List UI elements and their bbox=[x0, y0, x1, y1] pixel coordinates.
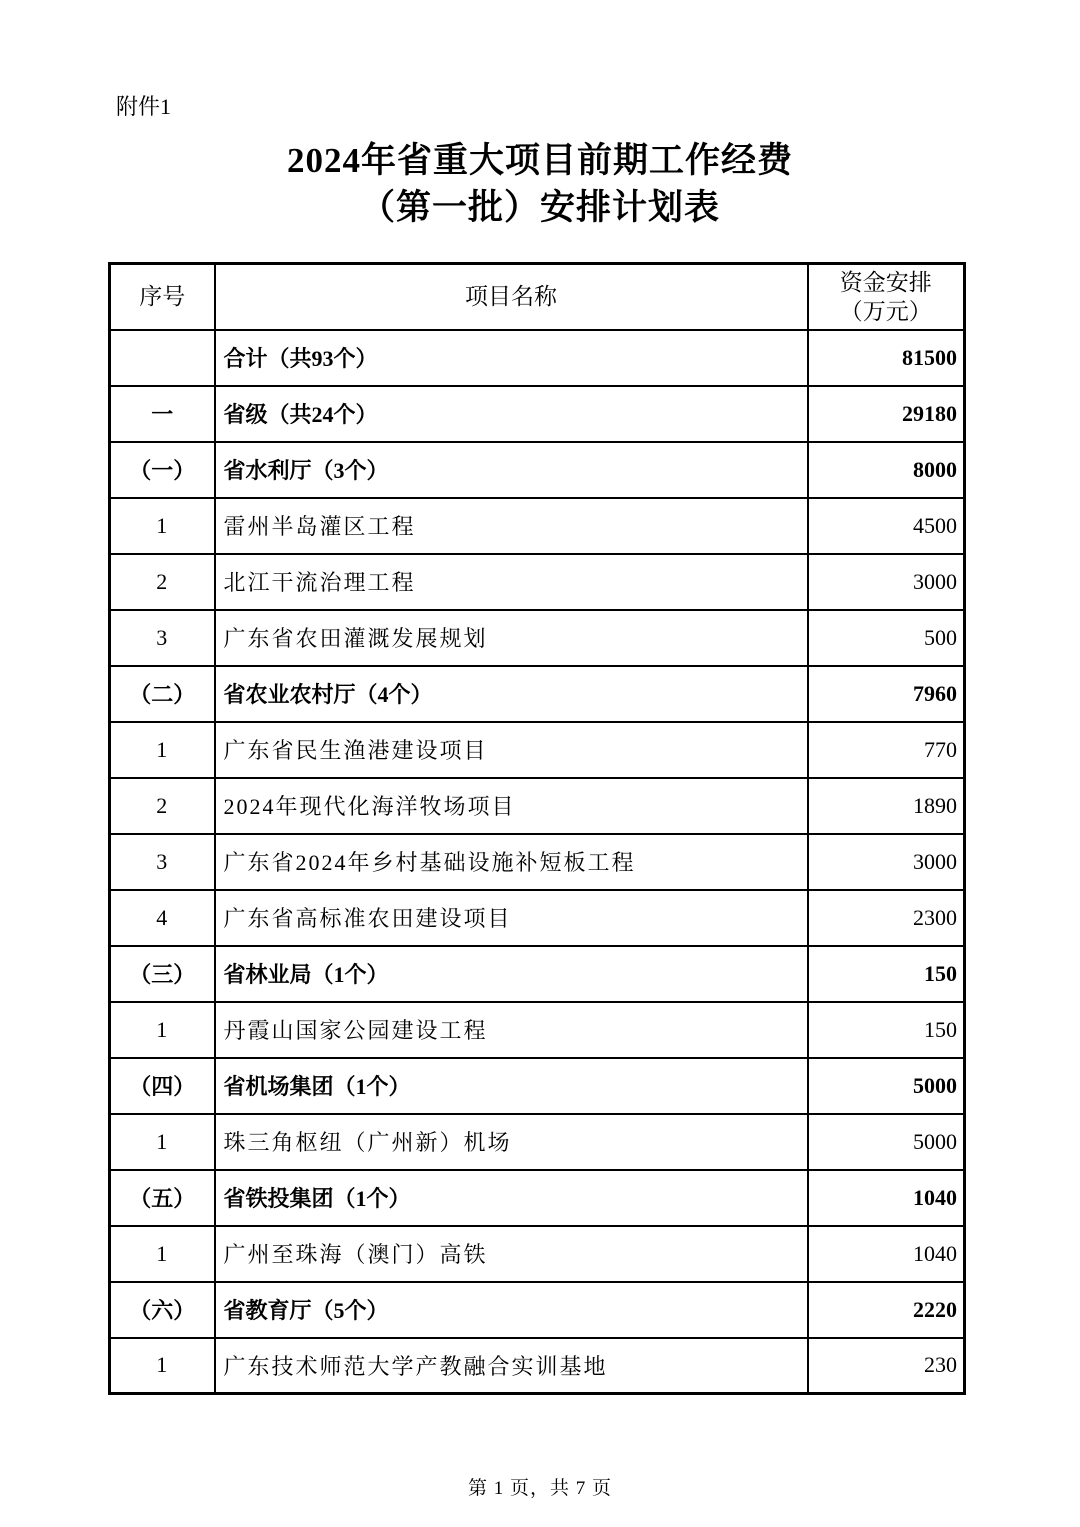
document-title bbox=[0, 137, 1080, 231]
table-row bbox=[110, 1114, 965, 1170]
row-index-cell: 2 bbox=[110, 778, 215, 834]
project-name-cell: 广州至珠海（澳门）高铁 bbox=[215, 1226, 808, 1282]
title-line-1: 2024年省重大项目前期工作经费 bbox=[286, 141, 793, 180]
amount-cell: 5000 bbox=[808, 1058, 965, 1114]
row-index-cell: 1 bbox=[110, 1002, 215, 1058]
table-row bbox=[110, 554, 965, 610]
project-name-cell: 省农业农村厅（4个） bbox=[215, 666, 808, 722]
table-row bbox=[110, 1282, 965, 1338]
amount-cell: 8000 bbox=[808, 442, 965, 498]
project-name-cell: 2024年现代化海洋牧场项目 bbox=[215, 778, 808, 834]
row-index-cell: 1 bbox=[110, 1226, 215, 1282]
project-name-cell: 丹霞山国家公园建设工程 bbox=[215, 1002, 808, 1058]
header-amount-column bbox=[808, 264, 965, 330]
header-amount-line1: 资金安排 bbox=[839, 269, 932, 295]
project-name-cell: 省级（共24个） bbox=[215, 386, 808, 442]
row-index-cell: （六） bbox=[110, 1282, 215, 1338]
header-project-name-column: 项目名称 bbox=[215, 264, 808, 330]
amount-cell: 150 bbox=[808, 1002, 965, 1058]
row-index-cell: （四） bbox=[110, 1058, 215, 1114]
amount-cell: 2220 bbox=[808, 1282, 965, 1338]
project-name-cell: 省林业局（1个） bbox=[215, 946, 808, 1002]
table-row bbox=[110, 442, 965, 498]
project-name-cell: 北江干流治理工程 bbox=[215, 554, 808, 610]
table-row bbox=[110, 890, 965, 946]
table-row bbox=[110, 778, 965, 834]
amount-cell: 4500 bbox=[808, 498, 965, 554]
row-index-cell: 1 bbox=[110, 722, 215, 778]
funding-table bbox=[108, 262, 966, 1395]
table-row bbox=[110, 330, 965, 386]
project-name-cell: 合计（共93个） bbox=[215, 330, 808, 386]
amount-cell: 5000 bbox=[808, 1114, 965, 1170]
amount-cell: 230 bbox=[808, 1338, 965, 1394]
row-index-cell: 1 bbox=[110, 1114, 215, 1170]
amount-cell: 770 bbox=[808, 722, 965, 778]
table-row bbox=[110, 1338, 965, 1394]
amount-cell: 1040 bbox=[808, 1170, 965, 1226]
project-name-cell: 省机场集团（1个） bbox=[215, 1058, 808, 1114]
table-row bbox=[110, 1002, 965, 1058]
project-name-cell: 广东省高标准农田建设项目 bbox=[215, 890, 808, 946]
amount-cell: 29180 bbox=[808, 386, 965, 442]
table-row bbox=[110, 1058, 965, 1114]
project-name-cell: 省教育厅（5个） bbox=[215, 1282, 808, 1338]
amount-cell: 150 bbox=[808, 946, 965, 1002]
table-row bbox=[110, 1170, 965, 1226]
amount-cell: 3000 bbox=[808, 834, 965, 890]
header-amount-line2: （万元） bbox=[839, 298, 932, 324]
amount-cell: 3000 bbox=[808, 554, 965, 610]
row-index-cell bbox=[110, 330, 215, 386]
row-index-cell: （三） bbox=[110, 946, 215, 1002]
table-row bbox=[110, 1226, 965, 1282]
table-row bbox=[110, 498, 965, 554]
table-row bbox=[110, 834, 965, 890]
row-index-cell: 1 bbox=[110, 1338, 215, 1394]
project-name-cell: 广东省农田灌溉发展规划 bbox=[215, 610, 808, 666]
amount-cell: 81500 bbox=[808, 330, 965, 386]
project-name-cell: 广东技术师范大学产教融合实训基地 bbox=[215, 1338, 808, 1394]
project-name-cell: 雷州半岛灌区工程 bbox=[215, 498, 808, 554]
row-index-cell: 3 bbox=[110, 610, 215, 666]
table-row bbox=[110, 722, 965, 778]
table-header-row bbox=[110, 264, 965, 330]
table-row bbox=[110, 946, 965, 1002]
amount-cell: 1040 bbox=[808, 1226, 965, 1282]
attachment-label: 附件1 bbox=[116, 94, 172, 119]
title-line-2: （第一批）安排计划表 bbox=[359, 188, 720, 227]
row-index-cell: （二） bbox=[110, 666, 215, 722]
amount-cell: 7960 bbox=[808, 666, 965, 722]
amount-cell: 1890 bbox=[808, 778, 965, 834]
row-index-cell: 2 bbox=[110, 554, 215, 610]
project-name-cell: 广东省2024年乡村基础设施补短板工程 bbox=[215, 834, 808, 890]
project-name-cell: 广东省民生渔港建设项目 bbox=[215, 722, 808, 778]
table-row bbox=[110, 386, 965, 442]
page-number: 第 1 页，共 7 页 bbox=[467, 1478, 612, 1499]
row-index-cell: 4 bbox=[110, 890, 215, 946]
amount-cell: 2300 bbox=[808, 890, 965, 946]
row-index-cell: 1 bbox=[110, 498, 215, 554]
table-row bbox=[110, 610, 965, 666]
row-index-cell: （一） bbox=[110, 442, 215, 498]
header-index-column: 序号 bbox=[110, 264, 215, 330]
table-row bbox=[110, 666, 965, 722]
project-name-cell: 珠三角枢纽（广州新）机场 bbox=[215, 1114, 808, 1170]
project-name-cell: 省铁投集团（1个） bbox=[215, 1170, 808, 1226]
row-index-cell: 一 bbox=[110, 386, 215, 442]
row-index-cell: 3 bbox=[110, 834, 215, 890]
amount-cell: 500 bbox=[808, 610, 965, 666]
project-name-cell: 省水利厅（3个） bbox=[215, 442, 808, 498]
table-body bbox=[110, 330, 965, 1394]
row-index-cell: （五） bbox=[110, 1170, 215, 1226]
